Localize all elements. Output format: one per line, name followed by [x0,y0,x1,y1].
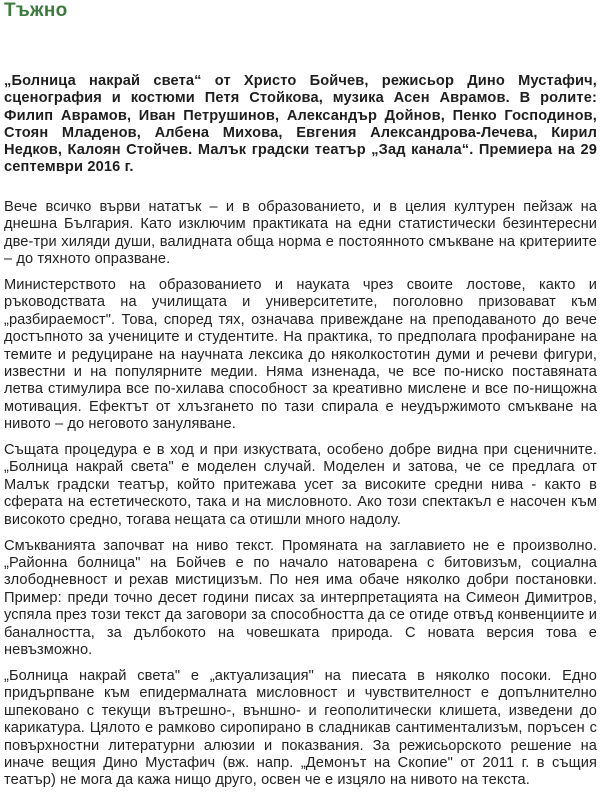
paragraph: „Болница накрай света" е „актуализация" на пиесата в няколко посоки. Едно придърпване към епидермалната мисловност и чувствителност е допълнително шпековано с текущи вътрешно-, външно- и геополитически клишета, изведени до карикатура. Цялото е рамково сиропирано в сладникав сантиментализъм, поръсен с повърхностни литературни алюзии и показвания. За режисьорското решение на иначе вещия Дино Мустафич (вж. напр. „Демонът на Скопие" от 2011 г. в същия театър) не мога да кажа нищо друго, освен че е изцяло на нивото на текста. [4,667,597,789]
paragraph: Смъкванията започват на ниво текст. Промяната на заглавието не е произволно. „Районна болница" на Бойчев е по начало натоварена с битовизъм, социална злободневност и рехав мистицизъм. По нея има обаче няколко добри постановки. Пример: преди точно десет години писах за интерпретацията на Симеон Димитров, успяла през този текст да заговори за способността да се отиде отвъд конвенциите и баналността, за дълбокото на човешката природа. С новата версия това е невъзможно. [4,537,597,659]
article-body [4,199,597,790]
production-credits: „Болница накрай света“ от Христо Бойчев, режисьор Дино Мустафич, сценография и костюми Петя Стойкова, музика Асен Аврамов. В ролите: Филип Аврамов, Иван Петрушинов, Александър Дойнов, Пенко Господинов, Стоян Младенов, Албена Михова, Евгения Александрова-Лечева, Кирил Недков, Калоян Стойчев. Малък градски театър „Зад канала“. Премиера на 29 септември 2016 г. [4,73,597,176]
paragraph: Същата процедура е в ход и при изкуствата, особено добре видна при сценичните. „Болница накрай света" е моделен случай. Моделен и затова, че се предлага от Малък градски театър, който притежава усет за високите средни нива - както в сферата на естетическото, така и на мисловното. Ако този спектакъл е насочен към високото средно, тогава нещата са отишли много надолу. [4,442,597,528]
article-title: Тъжно [4,0,68,21]
paragraph: Министерството на образованието и науката чрез своите лостове, както и ръководствата на училищата и университетите, поголовно призовават към „разбираемост". Това, според тях, означава привеждане на преподаваното до вече достъпното за учениците и студентите. На практика, то предполага профаниране на темите и редуциране на научната лексика до няколкостотин думи и речеви фигури, известни и на популярните медии. Няма изненада, че все по-ниско поставяната летва стимулира все по-хилава способност за креативно мислене и все по-нищожна мотивация. Ефектът от хлъзгането по тази спирала е неудържимото смъкване на нивото – до неговото зануляване. [4,276,597,433]
paragraph: Вече всичко върви нататък – и в образованието, и в целия културен пейзаж на днешна България. Като изключим практиката на едни статистически безинтересни две-три хиляди души, валидната обща норма е постоянното смъкване на критериите – до тяхното опразване. [4,198,597,267]
